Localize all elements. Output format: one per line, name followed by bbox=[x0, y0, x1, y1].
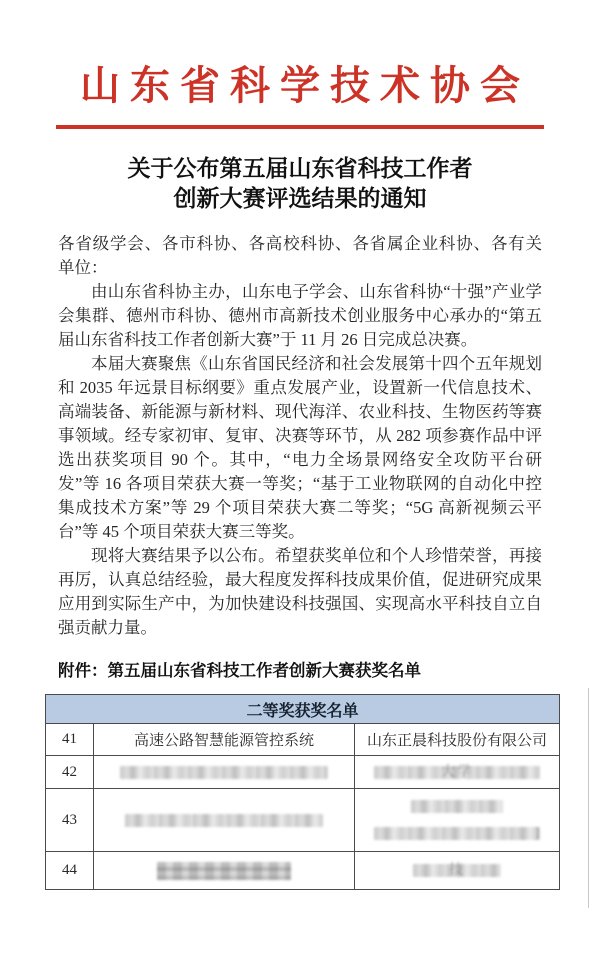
red-divider bbox=[56, 125, 544, 129]
salutation-line-2: 单位： bbox=[58, 258, 108, 277]
partially-visible-text: ] bbox=[534, 826, 540, 841]
award-table bbox=[45, 694, 560, 890]
partially-visible-text: 大学 bbox=[440, 764, 473, 780]
unit-cell bbox=[355, 756, 560, 789]
redacted-text-block bbox=[374, 827, 539, 840]
redacted-text-block bbox=[125, 814, 323, 827]
redacted-text-block bbox=[411, 800, 503, 813]
body-text bbox=[58, 232, 542, 640]
project-cell bbox=[94, 789, 355, 852]
page-title-line-1: 关于公布第五届山东省科技工作者 bbox=[127, 156, 473, 181]
table-row bbox=[45, 724, 560, 756]
redacted-text-block bbox=[157, 862, 291, 880]
rank-cell: 43 bbox=[46, 789, 94, 852]
salutation-line-1: 各省级学会、各市科协、各高校科协、各省属企业科协、各有关 bbox=[58, 234, 542, 253]
table-row bbox=[45, 852, 560, 890]
table-section-header: 二等奖获奖名单 bbox=[45, 694, 560, 724]
page-title bbox=[0, 154, 600, 214]
table-row bbox=[45, 756, 560, 789]
scan-edge-artifact bbox=[588, 688, 589, 908]
paragraph-competition-results: 本届大赛聚焦《山东省国民经济和社会发展第十四个五年规划和 2035 年远景目标纲要》重点发展产业，设置新一代信息技术、高端装备、新能源与新材料、现代海洋、农业科技、生物医药等赛事领域。经专家初审、复审、决赛等环节，从 282 项参赛作品中评选出获奖项目 90 个。其中，“电力全场景网络安全攻防平台研发”等 16 各项目荣获大赛一等奖；“基于工业物联网的自动化中控集成技术方案”等 29 个项目荣获大赛二等奖；“5G 高新视频云平台”等 45 个项目荣获大赛三等奖。 bbox=[58, 354, 542, 541]
redacted-text-block bbox=[413, 864, 501, 877]
page-title-line-2: 创新大赛评选结果的通知 bbox=[173, 186, 427, 211]
paragraph-closing: 现将大赛结果予以公布。希望获奖单位和个人珍惜荣誉，再接再厉，认真总结经验，最大程度发挥科技成果价值，促进研究成果应用到实际生产中，为加快建设科技强国、实现高水平科技自立自强贡献力量。 bbox=[58, 546, 542, 637]
project-cell bbox=[94, 852, 355, 890]
unit-cell: 山东正晨科技股份有限公司 bbox=[355, 724, 560, 756]
org-title: 山东省科学技术协会 bbox=[80, 63, 530, 108]
partially-visible-text: 技 bbox=[449, 863, 465, 878]
paragraph-organizers: 由山东省科协主办，山东电子学会、山东省科协“十强”产业学会集群、德州市科协、德州市高新技术创业服务中心承办的“第五届山东省科技工作者创新大赛”于 11 月 26 日完成总决赛。 bbox=[58, 282, 542, 349]
redacted-text-block bbox=[374, 766, 539, 779]
rank-cell: 44 bbox=[46, 852, 94, 890]
attachment-note: 附件：第五届山东省科技工作者创新大赛获奖名单 bbox=[58, 661, 421, 680]
project-cell bbox=[94, 756, 355, 789]
unit-cell bbox=[355, 852, 560, 890]
unit-cell bbox=[355, 789, 560, 852]
table-row bbox=[45, 789, 560, 852]
project-cell: 高速公路智慧能源管控系统 bbox=[94, 724, 355, 756]
rank-cell: 41 bbox=[46, 724, 94, 756]
redacted-text-block bbox=[120, 766, 328, 779]
rank-cell: 42 bbox=[46, 756, 94, 789]
